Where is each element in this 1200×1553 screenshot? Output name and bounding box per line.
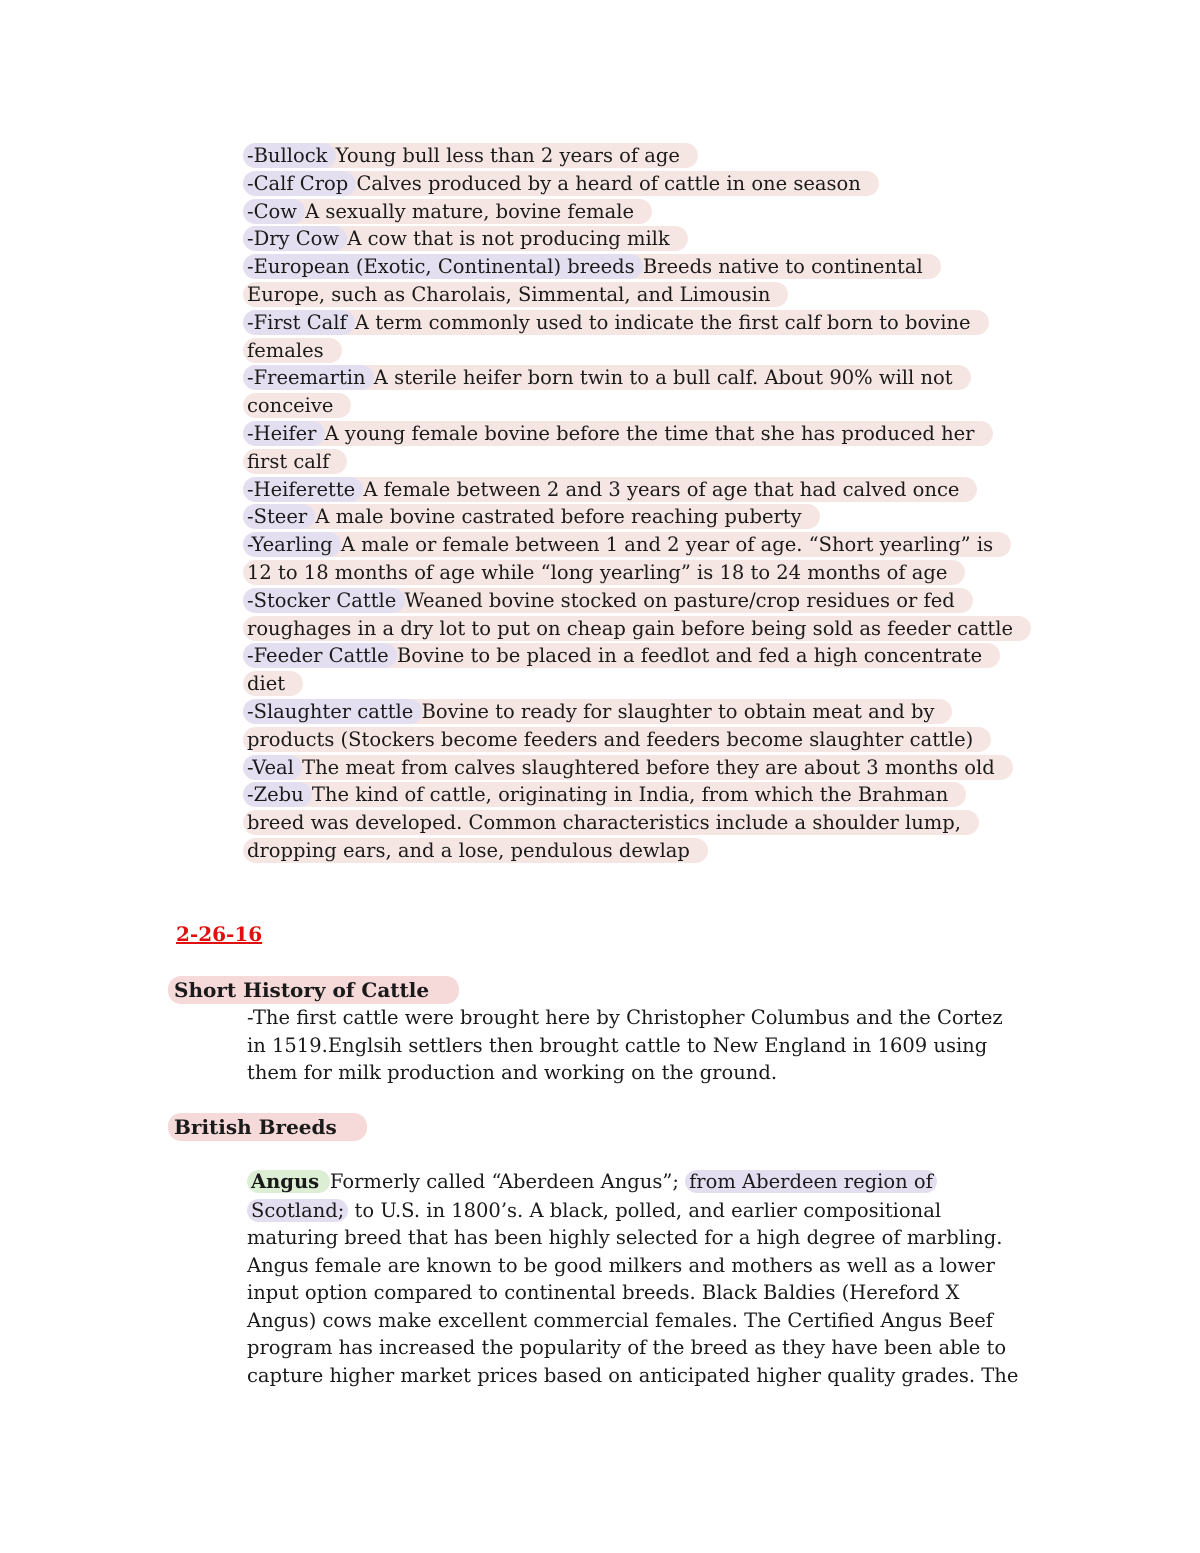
glossary-highlight	[243, 199, 652, 224]
glossary-definition: A female between 2 and 3 years of age that had calved once	[363, 477, 960, 501]
glossary-term: -Zebu	[243, 782, 312, 807]
glossary-term: -Slaughter cattle	[243, 699, 422, 724]
glossary-definition: Breeds native to continental	[642, 255, 923, 279]
glossary-entry	[247, 421, 993, 448]
glossary-entry	[247, 365, 971, 392]
glossary-continuation	[247, 560, 965, 586]
glossary-definition: roughages in a dry lot to put on cheap gain before being sold as feeder cattle	[243, 616, 1031, 641]
glossary-highlight	[243, 171, 879, 196]
glossary-definition: A male or female between 1 and 2 year of age. “Short yearling” is	[340, 533, 994, 557]
glossary-highlight	[243, 477, 977, 502]
glossary-definition: breed was developed. Common characteristics include a shoulder lump,	[243, 810, 979, 835]
glossary-highlight	[243, 699, 952, 724]
glossary-continuation	[247, 338, 342, 364]
glossary-term: -Yearling	[243, 532, 341, 557]
glossary-entry	[247, 699, 952, 726]
glossary-continuation	[247, 727, 991, 753]
history-line: -The first cattle were brought here by Christopher Columbus and the Cortez	[247, 1006, 1003, 1029]
glossary-entry	[247, 310, 989, 337]
glossary-continuation	[247, 616, 1031, 642]
glossary-definition: females	[243, 338, 342, 363]
glossary-term: -Heiferette	[243, 477, 363, 502]
angus-line: Angus female are known to be good milkers and mothers as well as a lower	[247, 1253, 995, 1277]
glossary-entry	[247, 143, 698, 170]
glossary-definition: A sexually mature, bovine female	[305, 199, 635, 223]
glossary-highlight	[243, 643, 1000, 668]
glossary-definition: Europe, such as Charolais, Simmental, and Limousin	[243, 282, 788, 307]
glossary-definition: Calves produced by a heard of cattle in one season	[356, 171, 861, 195]
history-heading: Short History of Cattle	[168, 976, 459, 1004]
glossary-definition: A male bovine castrated before reaching puberty	[315, 505, 802, 529]
glossary-definition: Bovine to be placed in a feedlot and fed a high concentrate	[396, 644, 983, 668]
glossary-term: -Freemartin	[243, 365, 374, 390]
glossary-definition: first calf	[243, 449, 347, 474]
glossary-highlight	[243, 532, 1011, 557]
glossary-continuation	[247, 282, 788, 308]
glossary-continuation	[247, 838, 708, 864]
glossary-highlight	[243, 143, 698, 168]
glossary-term: -Stocker Cattle	[243, 588, 405, 613]
history-line: in 1519.Englsih settlers then brought cattle to New England in 1609 using	[247, 1033, 988, 1057]
glossary-definition: The kind of cattle, originating in India, from which the Brahman	[311, 783, 949, 807]
glossary-term: -European (Exotic, Continental) breeds	[243, 254, 643, 279]
glossary-definition: Bovine to ready for slaughter to obtain meat and by	[421, 700, 935, 723]
glossary-term: -Cow	[243, 199, 305, 224]
glossary-term: -Bullock	[243, 143, 336, 168]
angus-highlight: Scotland;	[247, 1199, 348, 1222]
glossary-entry	[247, 254, 941, 281]
glossary-definition: A sterile heifer born twin to a bull calf. About 90% will not	[373, 366, 953, 390]
glossary-highlight	[243, 504, 820, 529]
glossary-definition: diet	[243, 671, 303, 696]
glossary-highlight	[243, 421, 993, 446]
glossary-definition: conceive	[243, 393, 351, 418]
history-line: them for milk production and working on the ground.	[247, 1061, 778, 1084]
angus-line: Angus) cows make excellent commercial females. The Certified Angus Beef	[247, 1308, 994, 1332]
glossary-entry	[247, 171, 879, 198]
angus-text: to U.S. in 1800’s. A black, polled, and earlier compositional	[348, 1198, 942, 1222]
glossary-definition: A cow that is not producing milk	[347, 227, 670, 251]
glossary-highlight	[243, 226, 688, 251]
glossary-continuation	[247, 449, 347, 475]
glossary-definition: products (Stockers become feeders and feeders become slaughter cattle)	[243, 727, 991, 752]
glossary-entry	[247, 782, 966, 809]
glossary-definition: The meat from calves slaughtered before they are about 3 months old	[302, 755, 995, 779]
glossary-highlight	[243, 782, 966, 807]
glossary-definition: A term commonly used to indicate the first calf born to bovine	[354, 310, 971, 334]
glossary-entry	[247, 643, 1000, 670]
angus-line: maturing breed that has been highly selected for a high degree of marbling.	[247, 1226, 1003, 1249]
glossary-term: -Steer	[243, 504, 315, 529]
glossary-entry	[247, 755, 1013, 782]
glossary-entry	[247, 477, 977, 504]
glossary-entry	[247, 532, 1011, 559]
glossary-definition: Young bull less than 2 years of age	[335, 144, 680, 167]
glossary-highlight	[243, 365, 971, 390]
glossary-highlight	[243, 588, 973, 613]
angus-line: capture higher market prices based on anticipated higher quality grades. The	[247, 1363, 1019, 1387]
glossary-term: -Feeder Cattle	[243, 643, 397, 668]
glossary-continuation	[247, 810, 979, 836]
angus-line: program has increased the popularity of the breed as they have been able to	[247, 1336, 1007, 1359]
glossary-highlight	[243, 755, 1013, 780]
glossary-entry	[247, 226, 688, 253]
glossary-definition: Weaned bovine stocked on pasture/crop residues or fed	[404, 588, 955, 612]
glossary-term: -Calf Crop	[243, 171, 356, 196]
history-paragraph	[247, 1004, 1027, 1087]
angus-text: Formerly called “Aberdeen Angus”;	[329, 1170, 686, 1193]
glossary-entry	[247, 588, 973, 615]
angus-paragraph	[247, 1168, 1027, 1389]
glossary-continuation	[247, 671, 303, 697]
date-heading: 2-26-16	[176, 922, 263, 946]
glossary-continuation	[247, 393, 351, 419]
angus-highlight: from Aberdeen region of	[685, 1170, 937, 1193]
angus-line: input option compared to continental breeds. Black Baldies (Hereford X	[247, 1281, 960, 1304]
glossary-term: -Dry Cow	[243, 226, 347, 251]
glossary-term: -First Calf	[243, 310, 355, 335]
glossary-definition: 12 to 18 months of age while “long yearling” is 18 to 24 months of age	[243, 560, 965, 585]
british-breeds-heading: British Breeds	[168, 1113, 367, 1141]
glossary-entry	[247, 504, 820, 531]
glossary-term: -Heifer	[243, 421, 325, 446]
glossary-definition: dropping ears, and a lose, pendulous dewlap	[243, 838, 708, 863]
glossary-highlight	[243, 254, 941, 279]
angus-term: Angus	[247, 1170, 330, 1193]
glossary-term: -Veal	[243, 755, 302, 780]
glossary-entry	[247, 199, 652, 226]
glossary-highlight	[243, 310, 989, 335]
glossary-definition: A young female bovine before the time that she has produced her	[324, 422, 975, 445]
